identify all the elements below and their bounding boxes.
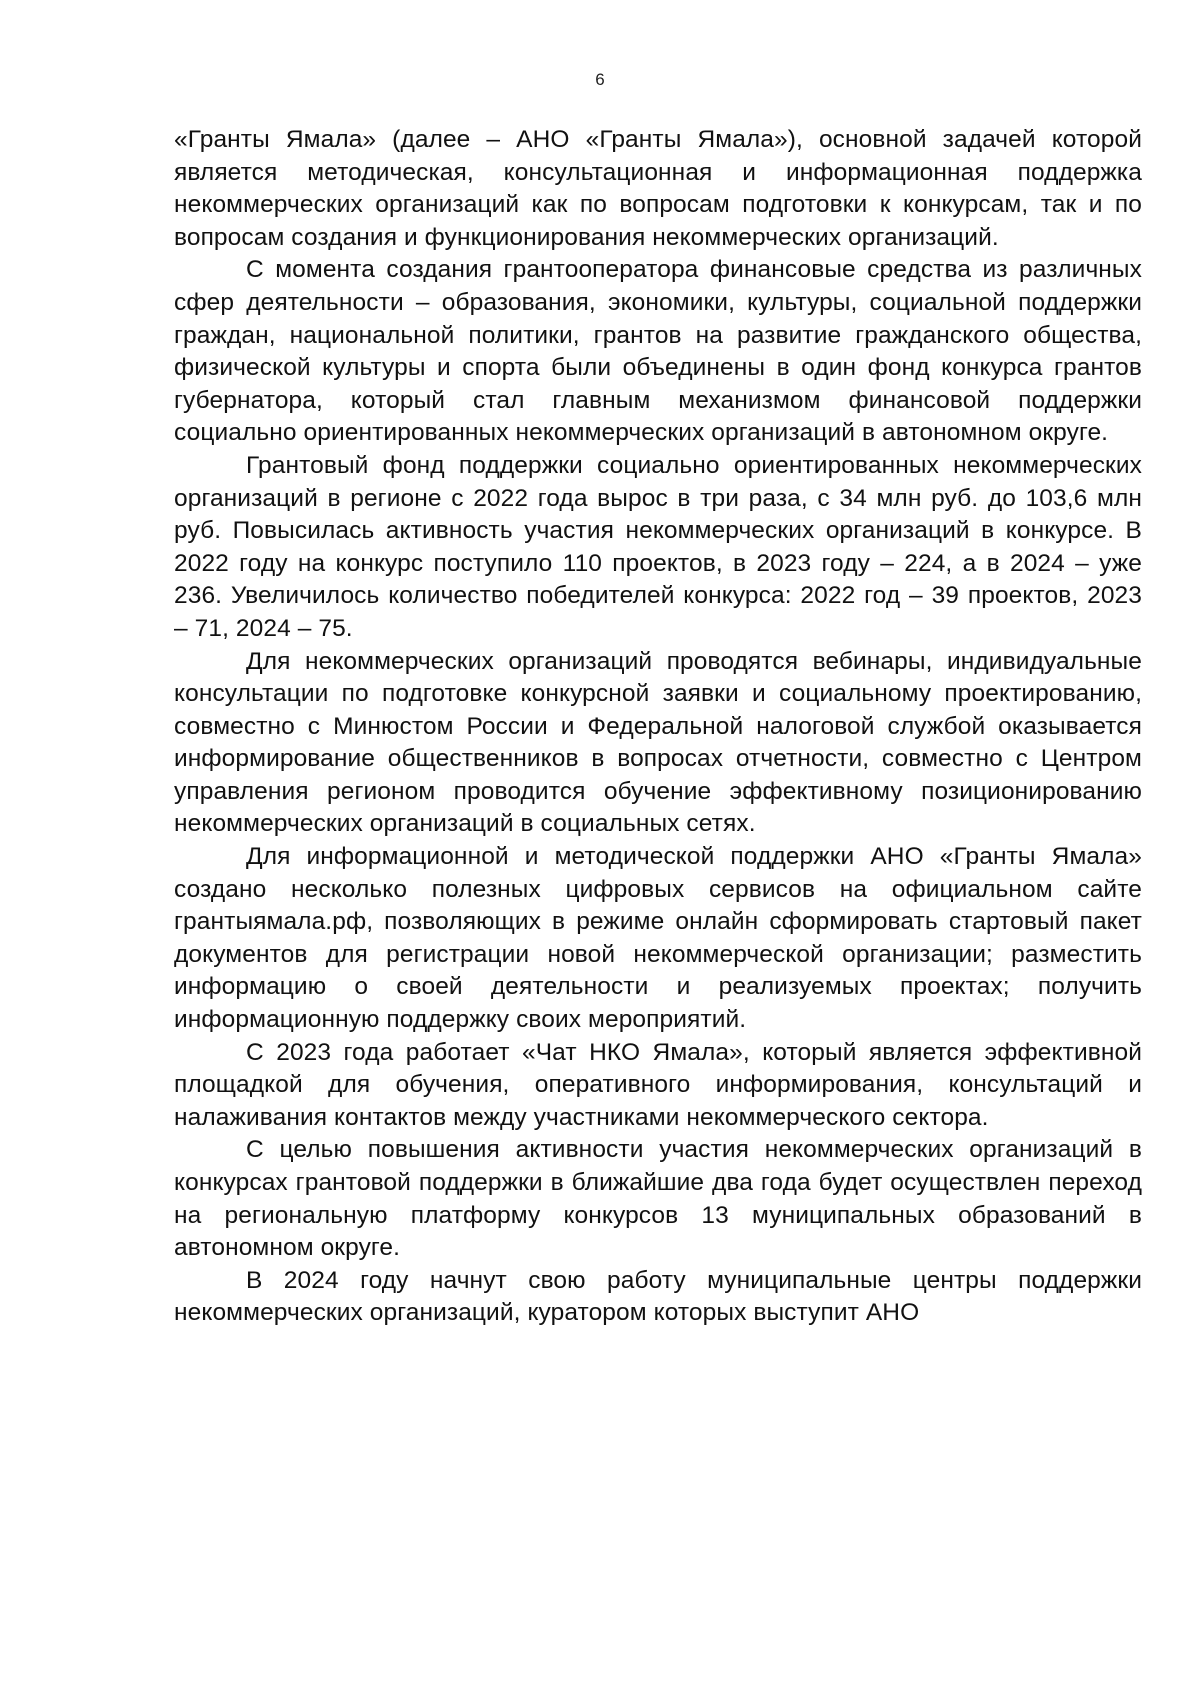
paragraph-last: В 2024 году начнут свою работу муниципальные центры поддержки некоммерческих организаций, куратором которых выступит АНО bbox=[174, 1266, 1142, 1327]
paragraph-continuation: «Гранты Ямала» (далее – АНО «Гранты Ямала»), основной задачей которой является методическая, консультационная и информационная поддержка некоммерческих организаций как по вопросам подготовки к конкурсам, так и по вопросам создания и функционирования некоммерческих организаций. bbox=[174, 126, 1142, 251]
document-body bbox=[174, 124, 1142, 1330]
page-number: 6 bbox=[595, 70, 605, 89]
paragraph: Грантовый фонд поддержки социально ориентированных некоммерческих организаций в регионе с 2022 года вырос в три раза, с 34 млн руб. до 103,6 млн руб. Повысилась активность участия некоммерческих организаций в конкурсе. В 2022 году на конкурс поступило 110 проектов, в 2023 году – 224, а в 2024 – уже 236. Увеличилось количество победителей конкурса: 2022 год – 39 проектов, 2023 – 71, 2024 – 75. bbox=[174, 451, 1142, 642]
paragraph: С целью повышения активности участия некоммерческих организаций в конкурсах грантовой поддержки в ближайшие два года будет осуществлен переход на региональную платформу конкурсов 13 муниципальных образований в автономном округе. bbox=[174, 1136, 1142, 1262]
paragraph: Для некоммерческих организаций проводятся вебинары, индивидуальные консультации по подготовке конкурсной заявки и социальному проектированию, совместно с Минюстом России и Федеральной налоговой службой оказывается информирование общественников в вопросах отчетности, совместно с Центром управления регионом проводится обучение эффективному позиционированию некоммерческих организаций в социальных сетях. bbox=[174, 647, 1142, 838]
paragraph: Для информационной и методической поддержки АНО «Гранты Ямала» создано несколько полезных цифровых сервисов на официальном сайте грантыямала.рф, позволяющих в режиме онлайн сформировать стартовый пакет документов для регистрации новой некоммерческой организации; разместить информацию о своей деятельности и реализуемых проектах; получить информационную поддержку своих мероприятий. bbox=[174, 843, 1142, 1034]
paragraph: С момента создания грантооператора финансовые средства из различных сфер деятельности – образования, экономики, культуры, социальной поддержки граждан, национальной политики, грантов на развитие гражданского общества, физической культуры и спорта были объединены в один фонд конкурса грантов губернатора, который стал главным механизмом финансовой поддержки социально ориентированных некоммерческих организаций в автономном округе. bbox=[174, 256, 1142, 447]
paragraph: С 2023 года работает «Чат НКО Ямала», который является эффективной площадкой для обучения, оперативного информирования, консультаций и налаживания контактов между участниками некоммерческого сектора. bbox=[174, 1038, 1142, 1131]
